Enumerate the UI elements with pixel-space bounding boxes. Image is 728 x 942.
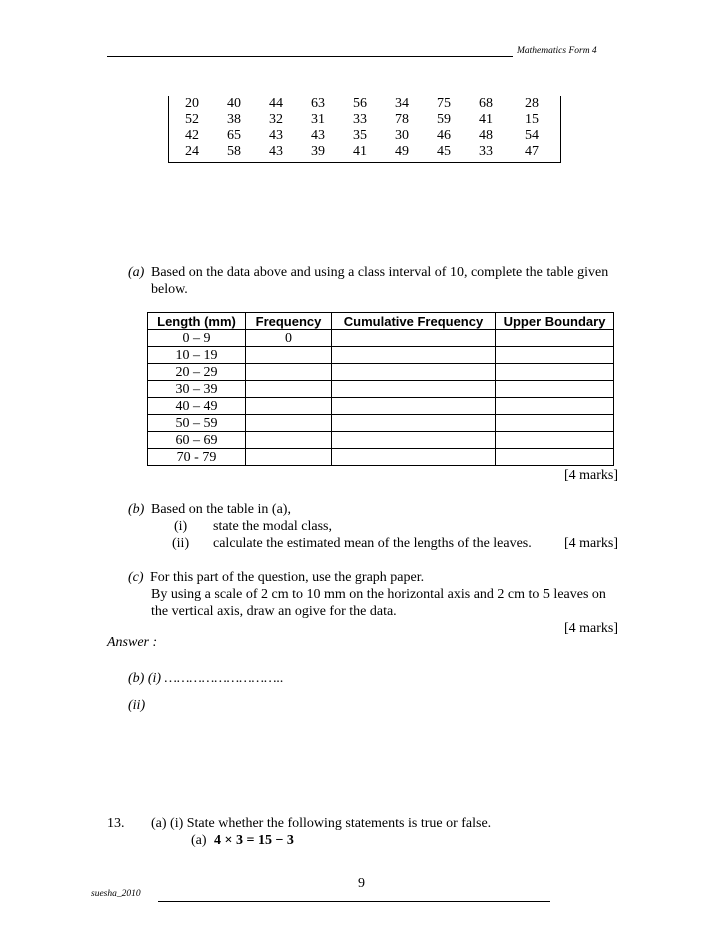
data-row (169, 144, 560, 160)
class-interval-cell: 50 – 59 (148, 415, 246, 432)
frequency-cell (246, 432, 332, 449)
data-cell: 49 (395, 144, 409, 159)
part-c-marks: [4 marks] (564, 621, 619, 636)
header-subject: Mathematics Form 4 (517, 46, 597, 56)
column-header-frequency: Frequency (246, 313, 332, 330)
frequency-cell: 0 (246, 330, 332, 347)
part-a-text-line1: Based on the data above and using a class interval of 10, complete the table given (151, 265, 609, 280)
data-row (169, 96, 560, 112)
data-cell: 39 (311, 144, 325, 159)
data-cell: 43 (311, 128, 325, 143)
part-c-label: (c) (128, 570, 144, 585)
data-cell: 59 (437, 112, 451, 127)
data-cell: 33 (479, 144, 493, 159)
class-interval-cell: 20 – 29 (148, 364, 246, 381)
part-a-text-line2: below. (151, 282, 188, 297)
part-b-label: (b) (128, 502, 145, 517)
data-cell: 33 (353, 112, 367, 127)
data-cell: 43 (269, 144, 283, 159)
data-cell: 43 (269, 128, 283, 143)
header-rule (107, 56, 513, 57)
cumulative-frequency-cell (332, 432, 496, 449)
upper-boundary-cell (496, 415, 614, 432)
data-cell: 28 (525, 96, 539, 111)
cumulative-frequency-cell (332, 449, 496, 466)
table-row (148, 415, 614, 432)
answer-b-i: (b) (i) ……………………….. (128, 671, 284, 686)
cumulative-frequency-cell (332, 381, 496, 398)
data-cell: 20 (185, 96, 199, 111)
data-cell: 38 (227, 112, 241, 127)
frequency-table-header-row (148, 313, 614, 330)
data-cell: 31 (311, 112, 325, 127)
table-row (148, 347, 614, 364)
data-cell: 32 (269, 112, 283, 127)
part-c-line3: the vertical axis, draw an ogive for the data. (151, 604, 397, 619)
data-cell: 45 (437, 144, 451, 159)
part-a-marks: [4 marks] (564, 468, 619, 483)
frequency-cell (246, 415, 332, 432)
class-interval-cell: 70 - 79 (148, 449, 246, 466)
class-interval-cell: 30 – 39 (148, 381, 246, 398)
data-cell: 56 (353, 96, 367, 111)
class-interval-cell: 0 – 9 (148, 330, 246, 347)
table-row (148, 432, 614, 449)
frequency-cell (246, 449, 332, 466)
data-cell: 34 (395, 96, 409, 111)
upper-boundary-cell (496, 432, 614, 449)
footer-author: suesha_2010 (91, 889, 141, 899)
data-cell: 78 (395, 112, 409, 127)
footer-rule (158, 901, 550, 902)
column-header-upper-boundary: Upper Boundary (496, 313, 614, 330)
frequency-cell (246, 398, 332, 415)
data-cell: 24 (185, 144, 199, 159)
upper-boundary-cell (496, 381, 614, 398)
part-b-i-text: state the modal class, (213, 519, 332, 534)
class-interval-cell: 40 – 49 (148, 398, 246, 415)
class-interval-cell: 10 – 19 (148, 347, 246, 364)
part-b-ii-text: calculate the estimated mean of the lengths of the leaves. (213, 536, 532, 551)
question-13-line1: (a) (i) State whether the following statements is true or false. (151, 816, 492, 831)
upper-boundary-cell (496, 449, 614, 466)
upper-boundary-cell (496, 330, 614, 347)
part-c-line1: For this part of the question, use the graph paper. (150, 570, 425, 585)
table-row (148, 381, 614, 398)
column-header-length: Length (mm) (148, 313, 246, 330)
data-cell: 41 (479, 112, 493, 127)
frequency-cell (246, 381, 332, 398)
data-cell: 46 (437, 128, 451, 143)
answer-label: Answer : (107, 635, 158, 650)
data-cell: 42 (185, 128, 199, 143)
table-row (148, 330, 614, 347)
upper-boundary-cell (496, 364, 614, 381)
question-13-number: 13. (107, 816, 125, 831)
data-table (168, 96, 561, 163)
upper-boundary-cell (496, 398, 614, 415)
upper-boundary-cell (496, 347, 614, 364)
data-cell: 41 (353, 144, 367, 159)
data-cell: 44 (269, 96, 283, 111)
cumulative-frequency-cell (332, 364, 496, 381)
data-cell: 30 (395, 128, 409, 143)
data-cell: 65 (227, 128, 241, 143)
question-13-expression: 4 × 3 = 15 − 3 (214, 833, 294, 848)
column-header-cumulative-frequency: Cumulative Frequency (332, 313, 496, 330)
data-row (169, 128, 560, 144)
part-a-label: (a) (128, 265, 145, 280)
data-cell: 58 (227, 144, 241, 159)
data-cell: 52 (185, 112, 199, 127)
page-number: 9 (358, 876, 365, 891)
table-row (148, 449, 614, 466)
question-13-sub-label: (a) (191, 833, 207, 848)
class-interval-cell: 60 – 69 (148, 432, 246, 449)
part-c-line2: By using a scale of 2 cm to 10 mm on the horizontal axis and 2 cm to 5 leaves on (151, 587, 606, 602)
frequency-cell (246, 347, 332, 364)
part-b-marks: [4 marks] (564, 536, 619, 551)
data-cell: 40 (227, 96, 241, 111)
table-row (148, 364, 614, 381)
data-cell: 47 (525, 144, 539, 159)
cumulative-frequency-cell (332, 415, 496, 432)
part-b-text: Based on the table in (a), (151, 502, 291, 517)
data-row (169, 112, 560, 128)
cumulative-frequency-cell (332, 398, 496, 415)
cumulative-frequency-cell (332, 330, 496, 347)
data-cell: 48 (479, 128, 493, 143)
part-b-i-label: (i) (174, 519, 188, 534)
data-cell: 63 (311, 96, 325, 111)
answer-ii: (ii) (128, 698, 146, 713)
cumulative-frequency-cell (332, 347, 496, 364)
data-cell: 54 (525, 128, 539, 143)
data-cell: 15 (525, 112, 539, 127)
data-cell: 35 (353, 128, 367, 143)
data-cell: 75 (437, 96, 451, 111)
data-cell: 68 (479, 96, 493, 111)
table-row (148, 398, 614, 415)
frequency-table (147, 312, 614, 466)
frequency-cell (246, 364, 332, 381)
part-b-ii-label: (ii) (172, 536, 190, 551)
